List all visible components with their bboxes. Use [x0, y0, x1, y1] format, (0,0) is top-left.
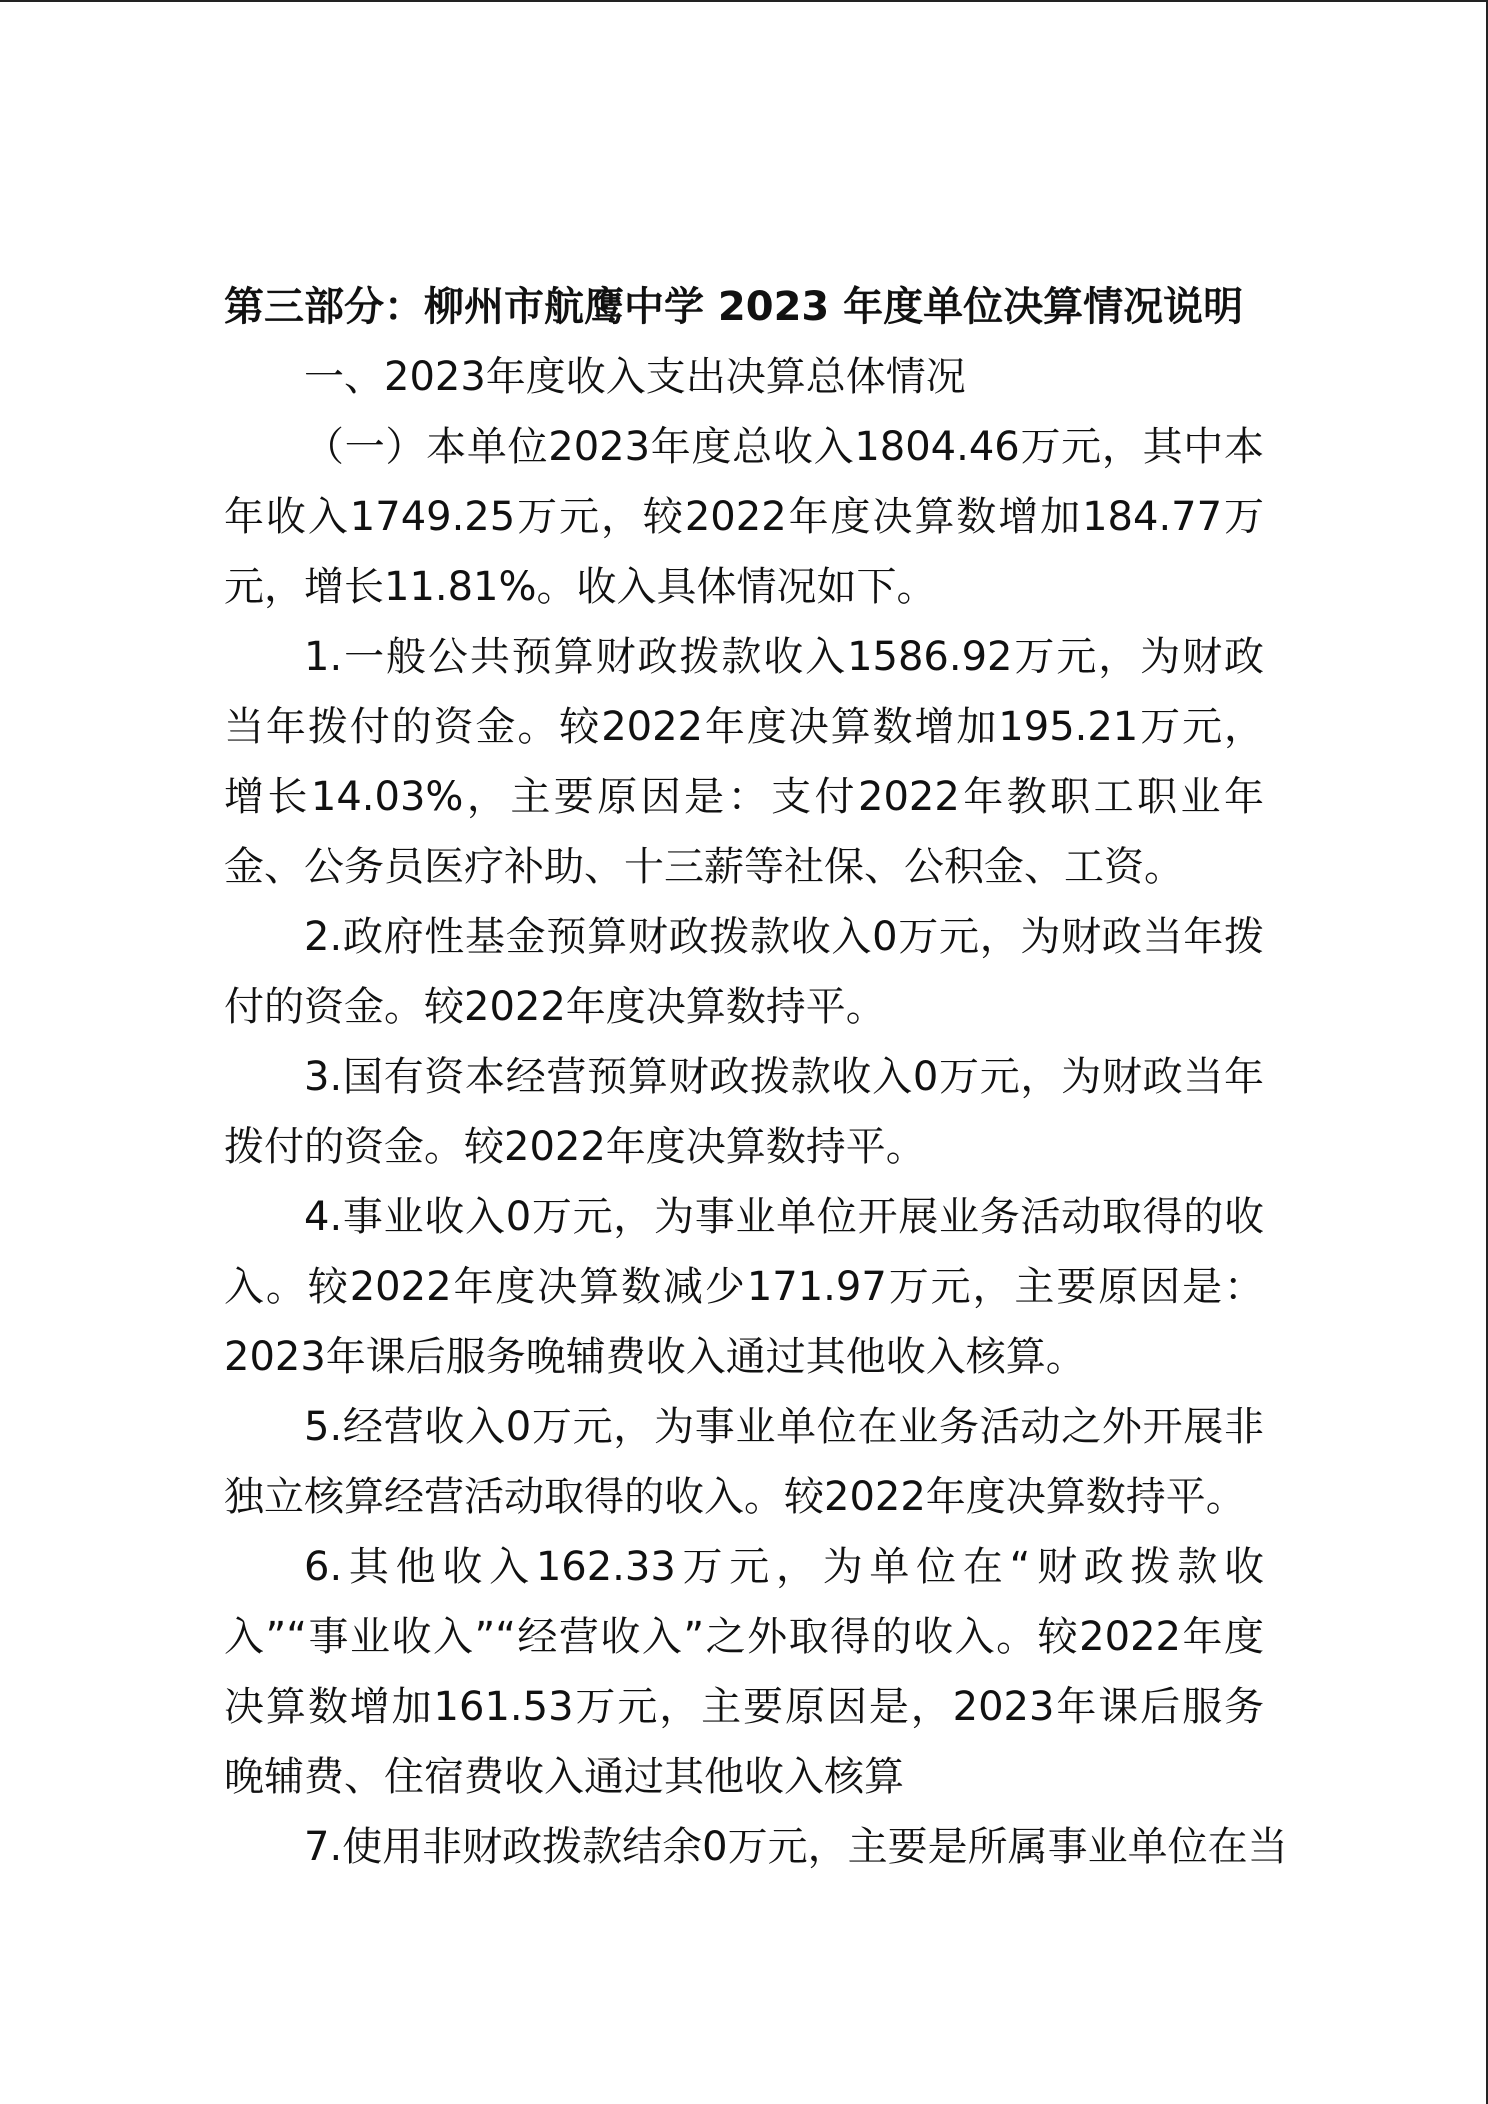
section-heading: 一、2023年度收入支出决算总体情况 [304, 354, 966, 400]
paragraph-non-fiscal-balance: 7.使用非财政拨款结余0万元，主要是所属事业单位在当 [304, 1824, 1288, 1870]
paragraph-other-income: 6.其他收入162.33万元，为单位在“财政拨款收入”“事业收入”“经营收入”之外取得的收入。较2022年度决算数增加161.53万元，主要原因是，2023年课后服务晚辅费、住宿费收入通过其他收入核算 [224, 1544, 1264, 1800]
paragraph-state-capital-income: 3.国有资本经营预算财政拨款收入0万元，为财政当年拨付的资金。较2022年度决算数持平。 [224, 1054, 1264, 1170]
paragraph-general-budget-income: 1.一般公共预算财政拨款收入1586.92万元，为财政当年拨付的资金。较2022年度决算数增加195.21万元，增长14.03%，主要原因是：支付2022年教职工职业年金、公务员医疗补助、十三薪等社保、公积金、工资。 [224, 634, 1264, 890]
paragraph-operating-income: 5.经营收入0万元，为事业单位在业务活动之外开展非独立核算经营活动取得的收入。较2022年度决算数持平。 [224, 1404, 1264, 1520]
paragraph-total-income: （一）本单位2023年度总收入1804.46万元，其中本年收入1749.25万元，较2022年度决算数增加184.77万元，增长11.81%。收入具体情况如下。 [224, 424, 1264, 610]
document-body [224, 272, 1288, 1882]
paragraph-business-income: 4.事业收入0万元，为事业单位开展业务活动取得的收入。较2022年度决算数减少171.97万元，主要原因是：2023年课后服务晚辅费收入通过其他收入核算。 [224, 1194, 1264, 1380]
paragraph-government-fund-income: 2.政府性基金预算财政拨款收入0万元，为财政当年拨付的资金。较2022年度决算数持平。 [224, 914, 1264, 1030]
document-title: 第三部分：柳州市航鹰中学 2023 年度单位决算情况说明 [224, 284, 1244, 330]
